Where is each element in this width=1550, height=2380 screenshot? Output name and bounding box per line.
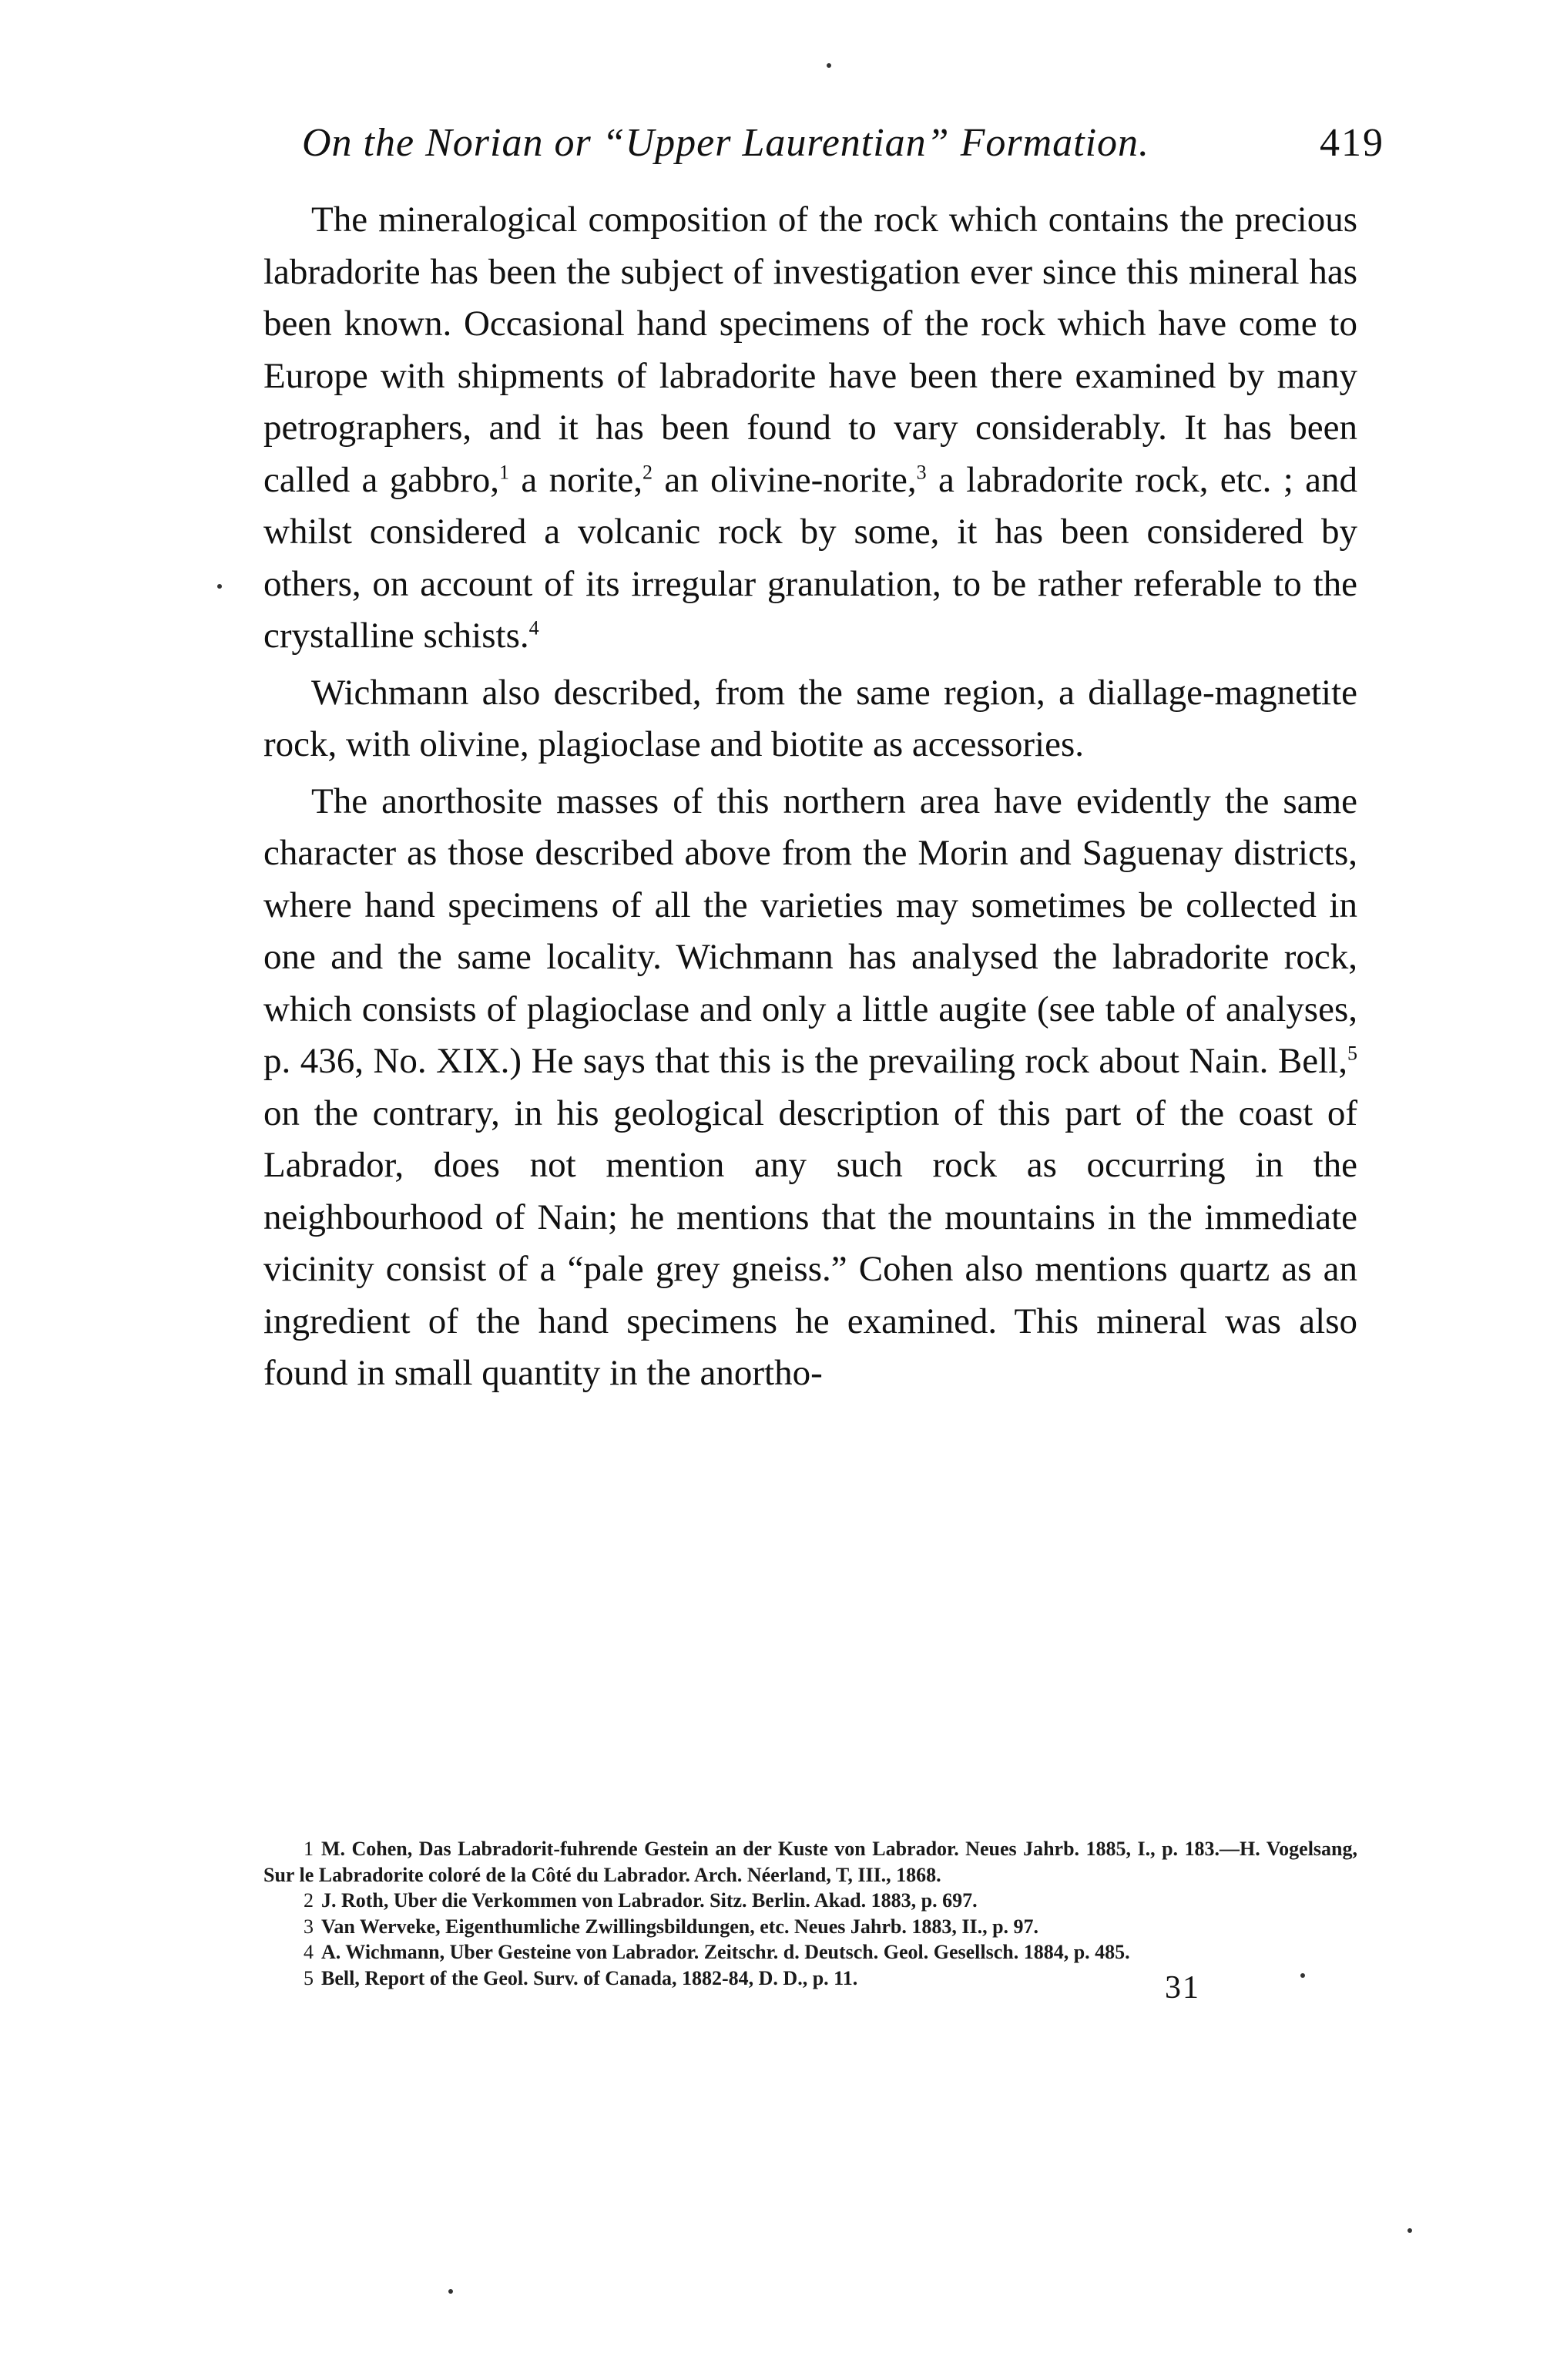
print-speck <box>1407 2228 1412 2233</box>
paragraph <box>263 667 1357 771</box>
print-speck <box>1300 1973 1305 1978</box>
print-speck <box>827 63 831 68</box>
footnote-reference: 2 <box>642 460 653 483</box>
paragraph <box>263 776 1357 1400</box>
paragraph-text: a labradorite rock, etc. ; and whilst considered a volcanic rock by some, it has been considered by others, on account of its irregular granulation, to be rather referable to the crystalline schists. <box>263 459 1357 656</box>
paragraph-text: The anorthosite masses of this northern area have evidently the same character as those described above from the Morin and Saguenay districts, where hand specimens of all the varieties may sometimes be collected in one and the same locality. Wichmann has analysed the labradorite rock, which consists of plagioclase and only a little augite (see table of analyses, p. 436, No. XIX.) He says that this is the prevailing rock about Nain. Bell, <box>263 780 1357 1081</box>
footnote-text: J. Roth, Uber die Verkommen von Labrador. Sitz. Berlin. Akad. 1883, p. 697. <box>321 1889 978 1912</box>
footnote-number: 2 <box>304 1889 314 1912</box>
print-speck <box>217 584 222 589</box>
footnote-text: Van Werveke, Eigenthumliche Zwillingsbildungen, etc. Neues Jahrb. 1883, II., p. 97. <box>321 1915 1039 1938</box>
footnote <box>263 1914 1357 1940</box>
paragraph-text: Wichmann also described, from the same region, a diallage-magnetite rock, with olivine, plagioclase and biotite as accessories. <box>263 672 1357 764</box>
page-number: 419 <box>1320 121 1384 165</box>
footnote <box>263 1836 1357 1888</box>
running-header <box>302 114 1384 183</box>
print-speck <box>448 2289 453 2294</box>
footnote-number: 1 <box>304 1838 314 1860</box>
paragraph-text: an olivine-norite, <box>653 459 917 500</box>
footnote-reference: 3 <box>916 460 927 483</box>
footnote-number: 4 <box>304 1941 314 1963</box>
footnote-reference: 5 <box>1347 1042 1357 1065</box>
footnote-text: Bell, Report of the Geol. Surv. of Canada, 1882-84, D. D., p. 11. <box>321 1966 858 1989</box>
footnote-text: M. Cohen, Das Labradorit-fuhrende Gestein an der Kuste von Labrador. Neues Jahrb. 1885, I., p. 183.—H. Vogelsang, Sur le Labradorite coloré de la Côté du Labrador. Arch. Néerland, T, III., 1868. <box>263 1838 1357 1886</box>
paragraph-text: The mineralogical composition of the rock which contains the precious labradorite has been the subject of investigation ever since this mineral has been known. Occasional hand specimens of the rock which have come to Europe with shipments of labradorite have been there examined by many petrographers, and it has been found to vary considerably. It has been called a gabbro, <box>263 200 1357 500</box>
paragraph <box>263 194 1357 663</box>
footnote <box>263 1888 1357 1914</box>
running-title: On the Norian or “Upper Laurentian” Formation. <box>302 121 1150 165</box>
footnote <box>263 1939 1357 1965</box>
footnote-text: A. Wichmann, Uber Gesteine von Labrador. Zeitschr. d. Deutsch. Geol. Gesellsch. 1884, p. 485. <box>321 1941 1130 1963</box>
footnote-reference: 4 <box>528 616 539 639</box>
footnote-number: 3 <box>304 1915 314 1938</box>
paragraph-text: on the contrary, in his geological description of this part of the coast of Labrador, does not mention any such rock as occurring in the neighbourhood of Nain; he mentions that the mountains in the immediate vicinity consist of a “pale grey gneiss.” Cohen also mentions quartz as an ingredient of the hand specimens he examined. This mineral was also found in small quantity in the anortho- <box>263 1093 1357 1393</box>
body-text <box>263 194 1357 1400</box>
footnote-number: 5 <box>304 1966 314 1989</box>
footnote-reference: 1 <box>499 460 510 483</box>
signature-mark: 31 <box>1165 1970 1200 2006</box>
footnotes <box>263 1836 1357 1991</box>
paragraph-text: a norite, <box>509 459 643 500</box>
